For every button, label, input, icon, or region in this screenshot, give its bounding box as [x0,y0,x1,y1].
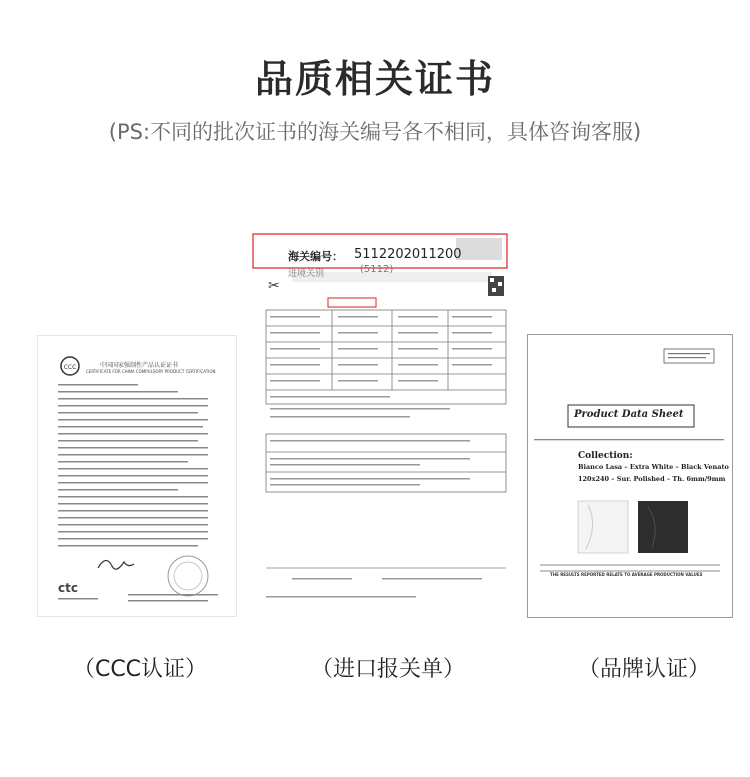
customs-declaration-image [252,226,512,608]
customs-number-label: 海关编号： [288,250,343,263]
ctc-logo-text: ctc [58,581,78,595]
page-subtitle-note: (PS:不同的批次证书的海关编号各不相同，具体咨询客服) [108,120,642,144]
page-title: 品质相关证书 [254,57,495,101]
collection-spec: 120x240 – Sur. Polished – Th. 6mm/9mm [578,475,726,483]
caption-customs: （进口报关单） [310,657,465,682]
ccc-certificate-image [37,335,237,617]
ccc-en-title: CERTIFICATE FOR CHINA COMPULSORY PRODUCT CERTIFICATION [86,369,216,374]
brand-footer-note: THE RESULTS REPORTED RELATE TO AVERAGE PRODUCTION VALUES [550,572,703,577]
ccc-certificate-drawing [38,336,236,616]
caption-brand: （品牌认证） [577,657,710,682]
svg-text:CCC: CCC [63,364,77,371]
customs-number-sub: (5112) [360,264,394,275]
customs-declaration-drawing [252,226,512,608]
collection-label: Collection: [578,451,633,461]
ccc-cn-title: 中国国家强制性产品认证证书 [100,362,179,369]
brand-certificate-image [527,334,733,618]
svg-text:✂: ✂ [268,278,280,294]
number-blur-mask [456,238,502,260]
customs-entry-office: 进境关别 [288,269,325,279]
caption-ccc: （CCC认证） [72,657,208,682]
collection-name: Bianco Lasa – Extra White – Black Venato [578,463,729,471]
customs-number-value: 5112202011200 [354,247,462,262]
product-data-sheet-title: Product Data Sheet [574,409,684,420]
